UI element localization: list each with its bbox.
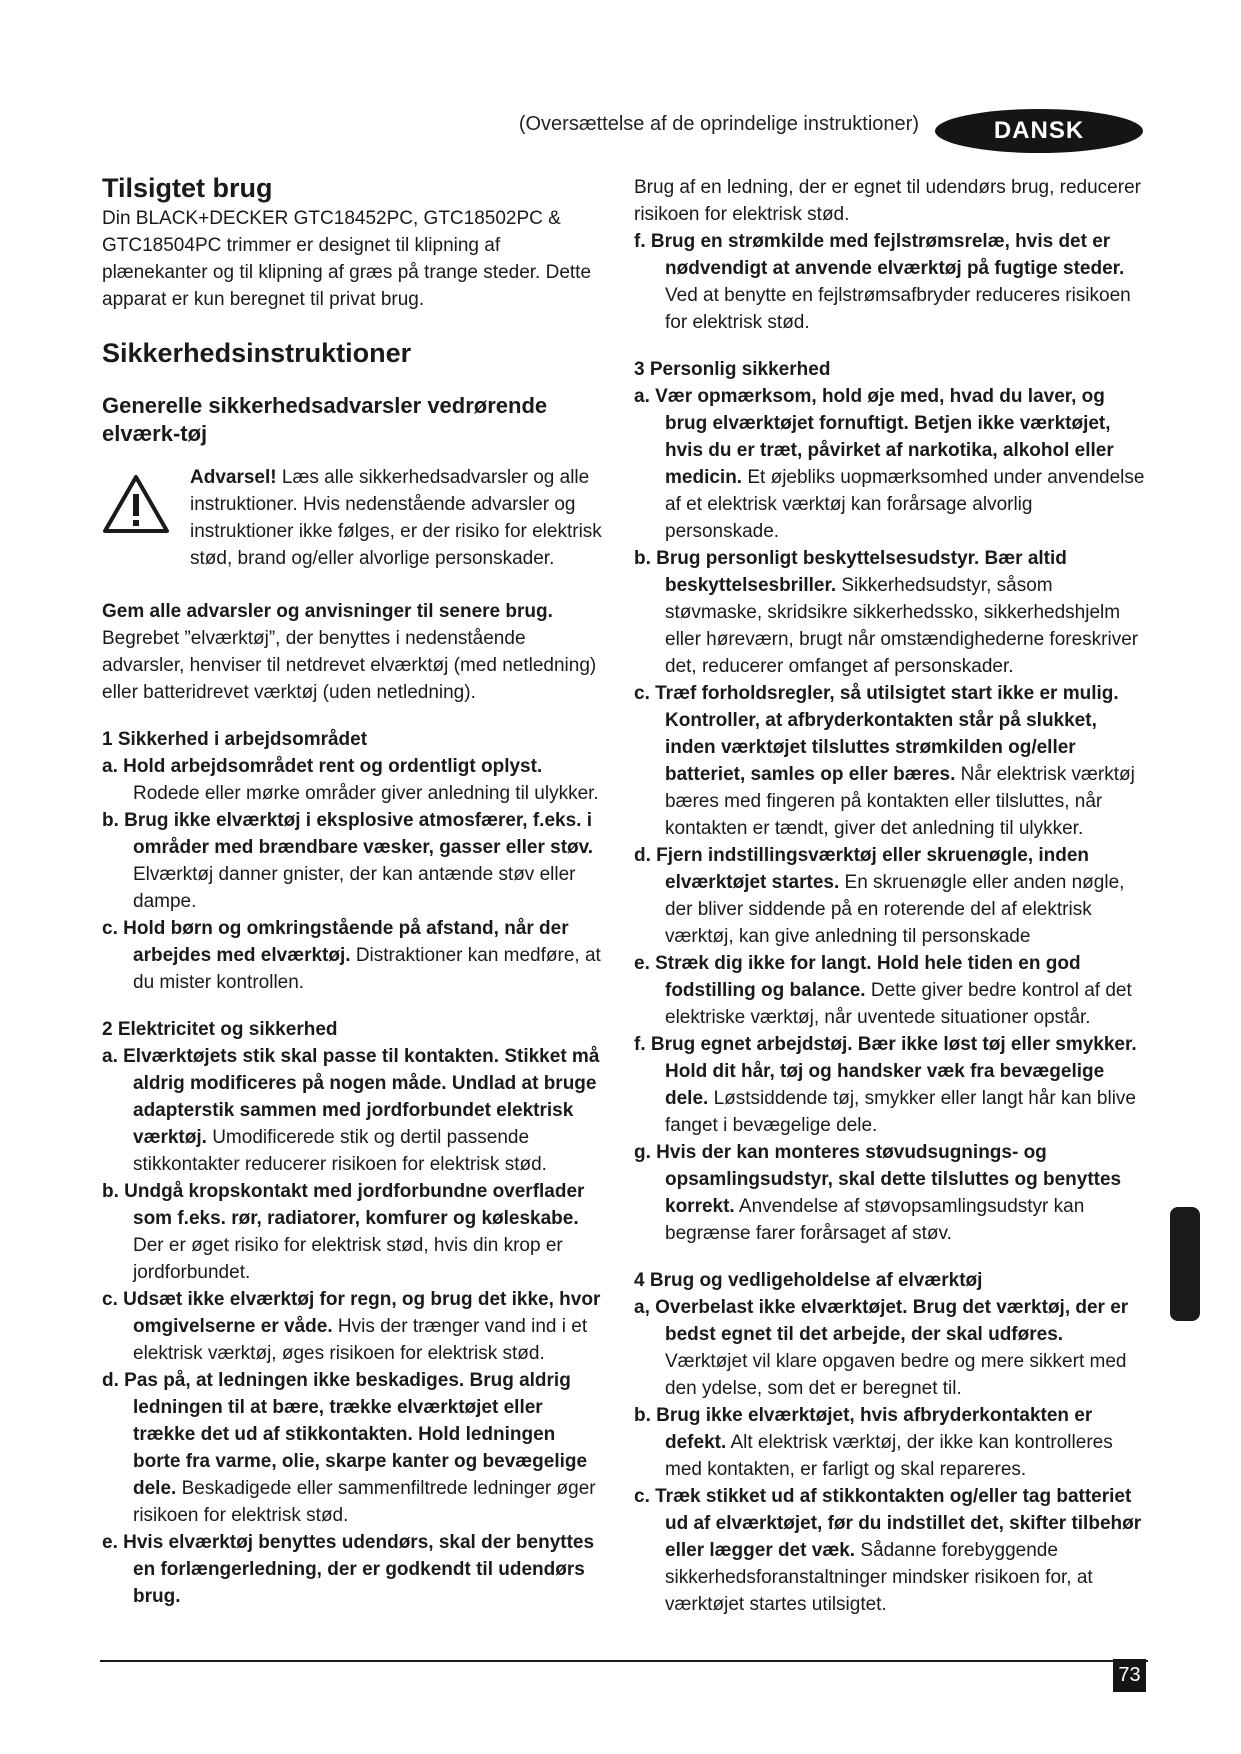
item-text: Værktøjet vil klare opgaven bedre og mere sikkert med den ydelse, som det er beregnet til. — [665, 1351, 1127, 1399]
section-3-title: 3 Personlig sikkerhed — [634, 359, 831, 380]
item-text: Sådanne forebyggende sikkerhedsforanstaltninger mindsker risikoen for, at værktøjet startes utilsigtet. — [665, 1540, 1093, 1615]
item-bold: d. Fjern indstillingsværktøj eller skruenøgle, inden elværktøjet startes. — [634, 845, 1090, 893]
section-2-item-f — [634, 228, 1146, 336]
section-1-item-a — [102, 753, 607, 807]
item-bold: c. Hold børn og omkringstående på afstand, når der arbejdes med elværktøj. — [102, 918, 569, 966]
safety-title: Sikkerhedsinstruktioner — [102, 338, 412, 368]
item-text: Ved at benytte en fejlstrømsafbryder reduceres risikoen for elektrisk stød. — [665, 285, 1131, 333]
footer-rule — [100, 1660, 1148, 1662]
section-2-item-e-text: Brug af en ledning, der er egnet til udendørs brug, reducerer risikoen for elektrisk stød. — [634, 177, 1141, 225]
warning-bold: Advarsel! — [190, 467, 277, 488]
item-bold: a. Hold arbejdsområdet rent og ordentligt oplyst. — [102, 756, 543, 777]
item-text: Umodificerede stik og dertil passende stikkontakter reducerer risikoen for elektrisk stød. — [133, 1127, 547, 1175]
item-bold: e. Hvis elværktøj benyttes udendørs, skal der benyttes en forlængerledning, der er godkendt til udendørs brug. — [102, 1532, 595, 1607]
item-bold: c. Træk stikket ud af stikkontakten og/eller tag batteriet ud af elværktøjet, før du indstillet det, skifter tilbehør eller lægger det væk. — [634, 1486, 1142, 1561]
item-text: Dette giver bedre kontrol af det elektriske værktøj, når uventede situationer opstår. — [665, 980, 1132, 1028]
right-column — [634, 174, 1146, 1618]
item-bold: c. Træf forholdsregler, så utilsigtet start ikke er mulig. Kontroller, at afbryderkontakten står på slukket, inden værktøjet tilsluttes strømkilden og/eller batteriet, samles op eller bæres. — [634, 683, 1119, 785]
section-4-title: 4 Brug og vedligeholdelse af elværktøj — [634, 1270, 983, 1291]
intended-use-title: Tilsigtet brug — [102, 173, 273, 203]
section-2-item-d — [102, 1367, 607, 1529]
header-subtitle: (Oversættelse af de oprindelige instruktioner) — [518, 113, 919, 135]
item-text: Elværktøj danner gnister, der kan antænde støv eller dampe. — [133, 864, 576, 912]
item-text: Når elektrisk værktøj bæres med fingeren på kontakten eller tilsluttes, når kontakten er tændt, giver det anledning til ulykker. — [665, 764, 1135, 839]
item-bold: b. Brug personligt beskyttelsesudstyr. Bær altid beskyttelsesbriller. — [634, 548, 1067, 596]
language-label: DANSK — [993, 117, 1085, 144]
item-bold: d. Pas på, at ledningen ikke beskadiges. Brug aldrig ledningen til at bære, trække elværktøjet eller trække det ud af stikkontakten. Hold ledningen borte fra varme, olie, skarpe kanter og bevægelige dele. — [102, 1370, 588, 1499]
warning-body: Læs alle sikkerhedsadvarsler og alle instruktioner. Hvis nedenstående advarsler og instruktioner ikke følges, er der risiko for elektrisk stød, brand og/eller alvorlige personskader. — [190, 467, 602, 569]
section-4-item-b — [634, 1402, 1146, 1483]
section-3-item-g — [634, 1139, 1146, 1247]
section-1-title: 1 Sikkerhed i arbejdsområdet — [102, 729, 368, 750]
item-bold: a. Vær opmærksom, hold øje med, hvad du laver, og brug elværktøjet fornuftigt. Betjen ikke værktøjet, hvis du er træt, påvirket af narkotika, alkohol eller medicin. — [634, 386, 1114, 488]
item-text: Anvendelse af støvopsamlingsudstyr kan begrænse farer forårsaget af støv. — [665, 1196, 1085, 1244]
section-4-item-c — [634, 1483, 1146, 1618]
item-text: Løstsiddende tøj, smykker eller langt hår kan blive fanget i bevægelige dele. — [665, 1088, 1136, 1136]
section-3-item-f — [634, 1031, 1146, 1139]
section-2-item-b — [102, 1178, 607, 1286]
section-2-item-c — [102, 1286, 607, 1367]
section-2-item-a — [102, 1043, 607, 1178]
section-3-item-b — [634, 545, 1146, 680]
left-column — [102, 172, 607, 1610]
section-4-item-a — [634, 1294, 1146, 1402]
item-bold: f. Brug egnet arbejdstøj. Bær ikke løst tøj eller smykker. Hold dit hår, tøj og handsker væk fra bevægelige dele. — [634, 1034, 1137, 1109]
item-bold: g. Hvis der kan monteres støvudsugnings- og opsamlingsudstyr, skal dette tilsluttes og benyttes korrekt. — [634, 1142, 1122, 1217]
item-text: Alt elektrisk værktøj, der ikke kan kontrolleres med kontakten, er farligt og skal repareres. — [665, 1432, 1113, 1480]
section-2-title: 2 Elektricitet og sikkerhed — [102, 1019, 338, 1040]
warning-triangle-icon — [102, 464, 190, 572]
item-text: Distraktioner kan medføre, at du mister kontrollen. — [133, 945, 601, 993]
section-3-item-e — [634, 950, 1146, 1031]
section-2-item-e-heading — [102, 1529, 607, 1610]
language-thumb-tab — [1170, 1207, 1200, 1321]
section-3-item-c — [634, 680, 1146, 842]
section-3-item-d — [634, 842, 1146, 950]
item-bold: b. Brug ikke elværktøjet, hvis afbryderkontakten er defekt. — [634, 1405, 1093, 1453]
intended-use-text: Din BLACK+DECKER GTC18452PC, GTC18502PC & GTC18504PC trimmer er designet til klipning af plænekanter og til klipning af græs på trange steder. Dette apparat er kun beregnet til privat brug. — [102, 208, 592, 310]
warning-text — [190, 464, 607, 572]
item-text: Hvis der trænger vand ind i et elektrisk værktøj, øges risikoen for elektrisk stød. — [133, 1316, 588, 1364]
item-text: Beskadigede eller sammenfiltrede ledninger øger risikoen for elektrisk stød. — [133, 1478, 596, 1526]
item-bold: a. Elværktøjets stik skal passe til kontakten. Stikket må aldrig modificeres på nogen måde. Undlad at bruge adapterstik sammen med jordforbundet elektrisk værktøj. — [102, 1046, 600, 1148]
language-badge — [935, 109, 1143, 153]
item-bold: f. Brug en strømkilde med fejlstrømsrelæ, hvis det er nødvendigt at anvende elværktøj på fugtige steder. — [634, 231, 1125, 279]
keep-instructions-bold: Gem alle advarsler og anvisninger til senere brug. — [102, 601, 553, 622]
safety-subtitle: Generelle sikkerhedsadvarsler vedrørende elværk-tøj — [102, 393, 548, 446]
item-text: Sikkerhedsudstyr, såsom støvmaske, skridsikre sikkerhedssko, sikkerhedshjelm eller høreværn, brugt når omstændighederne foreskriver det, reducerer omfanget af personskader. — [665, 575, 1139, 677]
section-1-item-b — [102, 807, 607, 915]
item-bold: a, Overbelast ikke elværktøjet. Brug det værktøj, der er bedst egnet til det arbejde, der skal udføres. — [634, 1297, 1129, 1345]
page-number — [1113, 1659, 1146, 1692]
item-bold: e. Stræk dig ikke for langt. Hold hele tiden en god fodstilling og balance. — [634, 953, 1081, 1001]
item-bold: c. Udsæt ikke elværktøj for regn, og brug det ikke, hvor omgivelserne er våde. — [102, 1289, 601, 1337]
warning-block — [102, 464, 607, 572]
page-number-label: 73 — [1118, 1664, 1141, 1686]
item-bold: b. Brug ikke elværktøj i eksplosive atmosfærer, f.eks. i områder med brændbare væsker, gasser eller støv. — [102, 810, 594, 858]
item-text: Der er øget risiko for elektrisk stød, hvis din krop er jordforbundet. — [133, 1235, 563, 1283]
item-text: En skruenøgle eller anden nøgle, der bliver siddende på en roterende del af elektrisk værktøj, kan give anledning til personskade — [665, 872, 1125, 947]
item-text: Rodede eller mørke områder giver anledning til ulykker. — [133, 783, 599, 804]
item-text: Et øjebliks uopmærksomhed under anvendelse af et elektrisk værktøj kan forårsage alvorlig personskade. — [665, 467, 1145, 542]
item-bold: b. Undgå kropskontakt med jordforbundne overflader som f.eks. rør, radiatorer, komfurer og køleskabe. — [102, 1181, 585, 1229]
keep-instructions-text: Begrebet ”elværktøj”, der benyttes i nedenstående advarsler, henviser til netdrevet elværktøj (med netledning) eller batteridrevet værktøj (uden netledning). — [102, 628, 597, 703]
section-3-item-a — [634, 383, 1146, 545]
section-1-item-c — [102, 915, 607, 996]
